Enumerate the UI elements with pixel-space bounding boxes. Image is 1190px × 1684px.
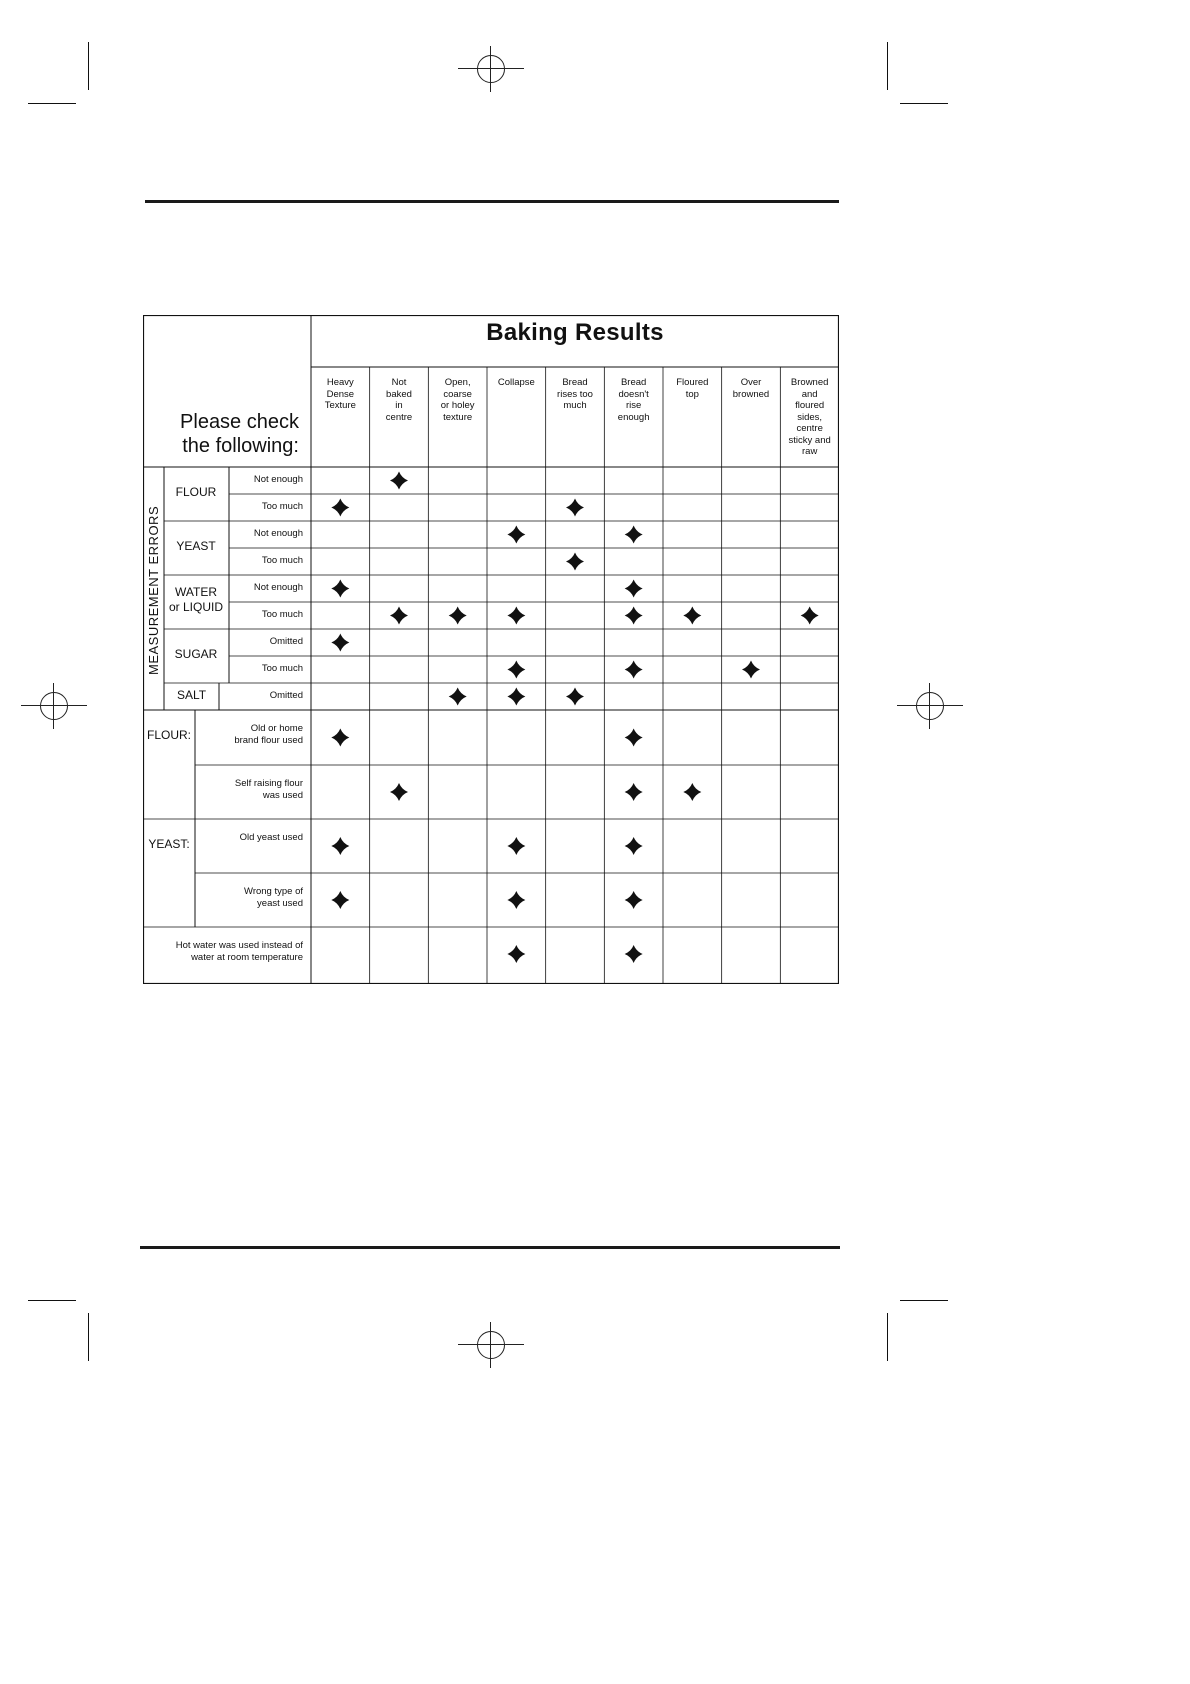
four-point-star-icon	[507, 837, 525, 855]
four-point-star-icon	[625, 891, 643, 909]
column-header: Open,	[444, 377, 471, 388]
column-header: Over	[740, 377, 762, 388]
row-label: brand flour used	[234, 734, 303, 746]
crop-mark	[900, 103, 948, 104]
registration-mark	[40, 692, 68, 720]
column-header: Browned	[790, 377, 829, 388]
column-header: floured	[795, 400, 825, 411]
measurement-errors-label: MEASUREMENT ERRORS	[146, 505, 161, 675]
row-label: Hot water was used instead of	[175, 940, 303, 951]
four-point-star-icon	[449, 607, 467, 625]
four-point-star-icon	[507, 891, 525, 909]
four-point-star-icon	[390, 472, 408, 490]
four-point-star-icon	[331, 580, 349, 598]
column-header: Dense	[326, 388, 355, 400]
crop-mark	[887, 1313, 888, 1361]
row-label: Old or home	[250, 723, 303, 734]
four-point-star-icon	[449, 688, 467, 706]
row-label: Too much	[261, 608, 303, 620]
crop-mark	[887, 42, 888, 90]
four-point-star-icon	[566, 553, 584, 571]
four-point-star-icon	[331, 729, 349, 747]
registration-mark	[477, 1331, 505, 1359]
four-point-star-icon	[566, 499, 584, 517]
four-point-star-icon	[742, 661, 760, 679]
column-header: top	[685, 388, 699, 400]
group-label: YEAST	[176, 539, 216, 553]
row-label: Too much	[261, 554, 303, 566]
four-point-star-icon	[625, 580, 643, 598]
row-label: was used	[262, 789, 303, 801]
four-point-star-icon	[625, 945, 643, 963]
group-label: YEAST:	[148, 837, 190, 851]
four-point-star-icon	[683, 783, 701, 801]
column-header: coarse	[443, 388, 472, 400]
group-label: SUGAR	[174, 647, 218, 661]
four-point-star-icon	[331, 499, 349, 517]
four-point-star-icon	[625, 526, 643, 544]
crop-mark	[900, 1300, 948, 1301]
column-header: sides,	[797, 411, 823, 423]
four-point-star-icon	[507, 661, 525, 679]
row-label: Not enough	[253, 527, 303, 539]
column-header: Texture	[324, 400, 356, 411]
baking-results-table	[143, 315, 839, 984]
crop-mark	[28, 103, 76, 104]
column-header: sticky and	[788, 434, 831, 446]
group-label: WATER	[175, 585, 217, 599]
four-point-star-icon	[625, 783, 643, 801]
four-point-star-icon	[625, 607, 643, 625]
column-header: rise	[626, 400, 642, 411]
row-label: Not enough	[253, 473, 303, 485]
column-header: in	[395, 400, 403, 411]
column-header: texture	[443, 411, 473, 423]
four-point-star-icon	[507, 945, 525, 963]
column-header: Not	[391, 377, 407, 388]
column-header: or holey	[440, 400, 475, 411]
four-point-star-icon	[507, 688, 525, 706]
group-label: FLOUR	[175, 485, 217, 499]
column-header: centre	[385, 411, 413, 423]
column-header: baked	[386, 388, 412, 400]
four-point-star-icon	[625, 837, 643, 855]
crop-mark	[88, 42, 89, 90]
column-header: Bread	[620, 377, 647, 388]
prompt-line-2: the following:	[182, 435, 299, 457]
column-header: enough	[617, 411, 650, 423]
four-point-star-icon	[625, 661, 643, 679]
group-label: or LIQUID	[168, 600, 223, 614]
header-rule	[145, 200, 839, 203]
column-header: rises too	[557, 388, 593, 400]
row-label: water at room temperature	[191, 951, 303, 963]
row-label: Self raising flour	[234, 778, 303, 789]
column-header: Collapse	[497, 377, 535, 388]
column-header: and	[801, 388, 818, 400]
row-label: Wrong type of	[244, 886, 303, 897]
footer-rule	[140, 1246, 840, 1249]
four-point-star-icon	[331, 891, 349, 909]
four-point-star-icon	[331, 634, 349, 652]
row-label: Omitted	[269, 689, 303, 701]
crop-mark	[88, 1313, 89, 1361]
crop-mark	[28, 1300, 76, 1301]
group-label: SALT	[176, 688, 207, 702]
row-label: Not enough	[253, 581, 303, 593]
group-label: FLOUR:	[146, 728, 191, 742]
four-point-star-icon	[683, 607, 701, 625]
row-label: Too much	[261, 500, 303, 512]
column-header: doesn't	[618, 388, 649, 400]
four-point-star-icon	[507, 526, 525, 544]
four-point-star-icon	[331, 837, 349, 855]
four-point-star-icon	[390, 783, 408, 801]
row-label: yeast used	[257, 897, 303, 909]
four-point-star-icon	[390, 607, 408, 625]
four-point-star-icon	[507, 607, 525, 625]
four-point-star-icon	[801, 607, 819, 625]
registration-mark	[477, 55, 505, 83]
table-title: Baking Results	[486, 319, 664, 346]
four-point-star-icon	[625, 729, 643, 747]
column-header: Heavy	[326, 377, 354, 388]
four-point-star-icon	[566, 688, 584, 706]
row-label: Old yeast used	[239, 832, 303, 843]
row-label: Too much	[261, 662, 303, 674]
column-header: browned	[732, 388, 770, 400]
prompt-line-1: Please check	[180, 411, 299, 433]
column-header: centre	[796, 423, 823, 434]
column-header: much	[563, 400, 587, 411]
column-header: raw	[802, 446, 818, 457]
row-label: Omitted	[269, 635, 303, 647]
registration-mark	[916, 692, 944, 720]
column-header: Floured	[676, 377, 709, 388]
column-header: Bread	[562, 377, 588, 388]
